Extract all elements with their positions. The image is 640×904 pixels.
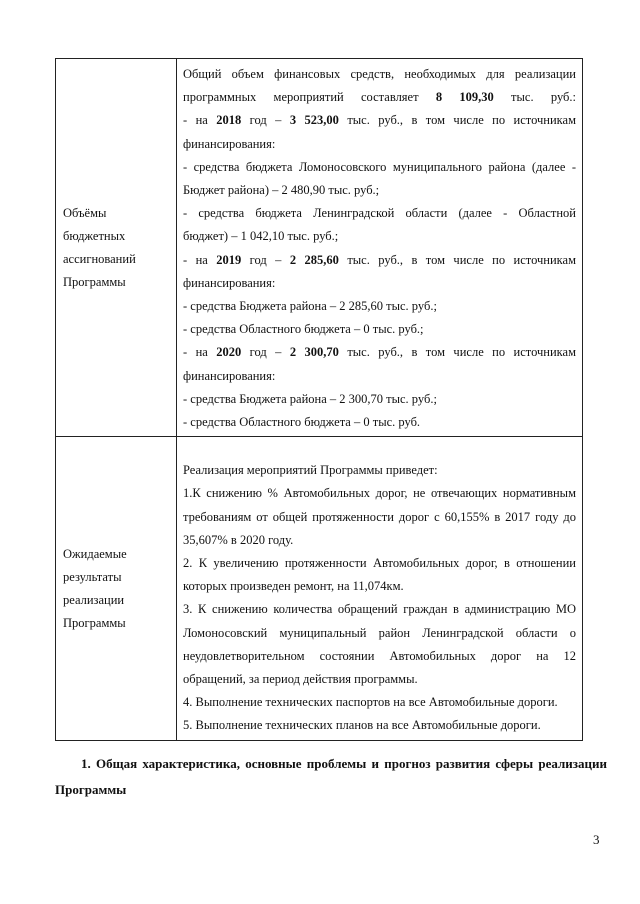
- text-fragment: - средства Областного бюджета – 0 тыс. руб.: [183, 414, 421, 429]
- content-line: [183, 552, 576, 575]
- text-fragment: Бюджет района) – 2 480,90 тыс. руб.;: [183, 182, 380, 197]
- bold-value: 2 300,70: [289, 345, 339, 360]
- text-fragment: - средства Бюджета района – 2 285,60 тыс. руб.;: [183, 298, 437, 313]
- row-label-line: бюджетных: [63, 228, 126, 243]
- text-fragment: Ломоносовский муниципальный район Ленинградской области о: [183, 625, 576, 640]
- text-fragment: - на: [183, 345, 217, 360]
- text-fragment: 4. Выполнение технических паспортов на все Автомобильные дороги.: [183, 695, 558, 710]
- text-fragment: 35,607% в 2020 году.: [183, 532, 294, 547]
- text-fragment: неудовлетворительном состоянии Автомобильных дорог на 12: [183, 648, 576, 663]
- bold-value: 2019: [216, 252, 242, 267]
- content-line: [183, 202, 576, 225]
- row-content-budget-allocations: [177, 59, 583, 437]
- table-row: [56, 59, 583, 437]
- content-line: [183, 63, 576, 86]
- content-line: [183, 459, 576, 482]
- text-fragment: Реализация мероприятий Программы приведет:: [183, 463, 438, 478]
- text-fragment: тыс. руб., в том числе по источникам: [338, 345, 576, 360]
- section-heading-line: Программы: [55, 782, 127, 797]
- content-line: [183, 529, 576, 552]
- row-label-line: Ожидаемые: [63, 546, 127, 561]
- bold-value: 3 523,00: [289, 113, 339, 128]
- content-line: [183, 622, 576, 645]
- bold-value: 2018: [216, 113, 242, 128]
- text-fragment: финансирования:: [183, 275, 276, 290]
- content-line: [183, 365, 576, 388]
- text-fragment: год –: [241, 252, 290, 267]
- bold-value: 2020: [216, 345, 242, 360]
- text-fragment: год –: [241, 345, 290, 360]
- bold-value: 8 109,30: [435, 90, 494, 105]
- text-fragment: тыс. руб., в том числе по источникам: [338, 113, 576, 128]
- row-label-line: Программы: [63, 274, 126, 289]
- text-fragment: - на: [183, 113, 217, 128]
- text-fragment: - на: [183, 252, 217, 267]
- content-line: [183, 341, 576, 364]
- content-line: [183, 598, 576, 621]
- text-fragment: - средства бюджета Ломоносовского муниципального района (далее -: [183, 159, 576, 174]
- row-label-expected-results: [56, 437, 177, 741]
- row-content-expected-results: [177, 437, 583, 741]
- content-line: [183, 645, 576, 668]
- text-fragment: - средства бюджета Ленинградской области (далее - Областной: [183, 206, 576, 221]
- text-fragment: 1.К снижению % Автомобильных дорог, не отвечающих нормативным: [183, 486, 576, 501]
- text-fragment: год –: [241, 113, 290, 128]
- content-line: [183, 318, 576, 341]
- text-fragment: тыс. руб.:: [493, 90, 576, 105]
- content-line: [183, 714, 576, 737]
- text-fragment: - средства Областного бюджета – 0 тыс. руб.;: [183, 322, 424, 337]
- content-line: [183, 668, 576, 691]
- content-line: [183, 225, 576, 248]
- content-line: [183, 249, 576, 272]
- content-line: [183, 411, 576, 434]
- text-fragment: обращений, за период действия программы.: [183, 671, 418, 686]
- content-line: [183, 388, 576, 411]
- row-label-line: Объёмы: [63, 205, 107, 220]
- text-fragment: 3. К снижению количества обращений граждан в администрацию МО: [183, 602, 576, 617]
- text-fragment: финансирования:: [183, 368, 276, 383]
- section-heading: [55, 751, 607, 803]
- content-line: [183, 482, 576, 505]
- content-line: [183, 86, 576, 109]
- content-line: [183, 506, 576, 529]
- content-line: [183, 575, 576, 598]
- text-fragment: финансирования:: [183, 136, 276, 151]
- content-line: [183, 272, 576, 295]
- content-line: [183, 109, 576, 132]
- page-number: 3: [593, 832, 600, 847]
- row-label-line: Программы: [63, 615, 126, 630]
- content-line: [183, 179, 576, 202]
- text-fragment: Общий объем финансовых средств, необходимых для реализации: [183, 67, 576, 81]
- row-label-line: ассигнований: [63, 251, 136, 266]
- text-fragment: тыс. руб., в том числе по источникам: [338, 252, 576, 267]
- text-fragment: 2. К увеличению протяженности Автомобильных дорог, в отношении: [183, 555, 576, 570]
- table-row: [56, 437, 583, 741]
- content-line: [183, 133, 576, 156]
- text-fragment: программных мероприятий составляет: [183, 90, 436, 105]
- text-fragment: - средства Бюджета района – 2 300,70 тыс. руб.;: [183, 391, 437, 406]
- text-fragment: требованиям от общей протяженности дорог с 60,155% в 2017 году до: [183, 509, 576, 524]
- bold-value: 2 285,60: [289, 252, 339, 267]
- text-fragment: 5. Выполнение технических планов на все Автомобильные дороги.: [183, 718, 541, 733]
- section-heading-line: 1. Общая характеристика, основные проблемы и прогноз развития сферы реализации: [81, 756, 607, 771]
- row-label-budget-allocations: [56, 59, 177, 437]
- text-fragment: которых произведен ремонт, на 11,074км.: [183, 579, 404, 594]
- row-label-line: результаты: [63, 569, 122, 584]
- text-fragment: бюджет) – 1 042,10 тыс. руб.;: [183, 229, 339, 244]
- content-line: [183, 156, 576, 179]
- content-line: [183, 691, 576, 714]
- row-label-line: реализации: [63, 592, 125, 607]
- program-passport-table: [55, 58, 583, 741]
- content-line: [183, 295, 576, 318]
